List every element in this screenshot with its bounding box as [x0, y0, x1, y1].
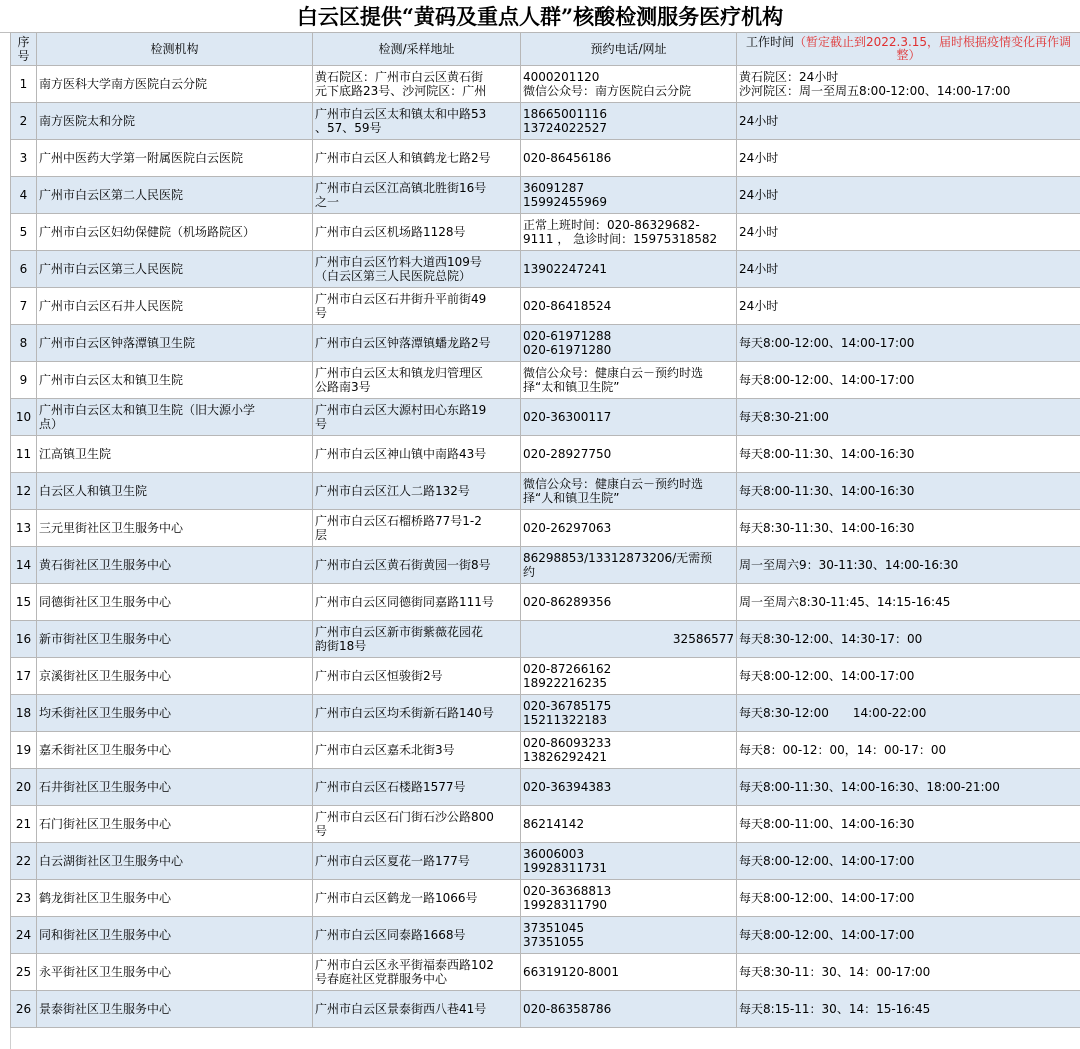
- cell-seq[interactable]: 15: [11, 584, 37, 621]
- table-row: [11, 547, 1080, 584]
- cell-address[interactable]: 广州市白云区嘉禾北街3号: [313, 732, 521, 769]
- cell-phone[interactable]: 13902247241: [521, 251, 737, 288]
- cell-institution[interactable]: 石门街社区卫生服务中心: [37, 806, 313, 843]
- cell-address[interactable]: 广州市白云区太和镇太和中路53 、57、59号: [313, 103, 521, 140]
- header-phone[interactable]: 预约电话/网址: [521, 33, 737, 66]
- sheet-title[interactable]: 白云区提供“黄码及重点人群”核酸检测服务医疗机构: [0, 0, 1080, 33]
- table-row: [11, 510, 1080, 547]
- cell-phone[interactable]: 微信公众号：健康白云－预约时选 择“太和镇卫生院”: [521, 362, 737, 399]
- table-row: [11, 806, 1080, 843]
- cell-hours[interactable]: 每天8:30-12:00、14:30-17：00: [737, 621, 1080, 658]
- cell-phone[interactable]: 020-26297063: [521, 510, 737, 547]
- cell-address[interactable]: 广州市白云区人和镇鹤龙七路2号: [313, 140, 521, 177]
- cell-seq[interactable]: 6: [11, 251, 37, 288]
- cell-hours[interactable]: 24小时: [737, 140, 1080, 177]
- cell-address[interactable]: 广州市白云区大源村田心东路19 号: [313, 399, 521, 436]
- header-seq[interactable]: 序 号: [11, 33, 37, 66]
- cell-address[interactable]: 广州市白云区太和镇龙归管理区 公路南3号: [313, 362, 521, 399]
- cell-hours[interactable]: 每天8:00-11:30、14:00-16:30、18:00-21:00: [737, 769, 1080, 806]
- cell-phone[interactable]: 36006003 19928311731: [521, 843, 737, 880]
- cell-seq[interactable]: 22: [11, 843, 37, 880]
- cell-address[interactable]: 广州市白云区石井街升平前街49 号: [313, 288, 521, 325]
- table-row: [11, 288, 1080, 325]
- cell-address[interactable]: 广州市白云区黄石街黄园一街8号: [313, 547, 521, 584]
- cell-phone[interactable]: 020-61971288 020-61971280: [521, 325, 737, 362]
- cell-address[interactable]: 广州市白云区江高镇北胜街16号 之一: [313, 177, 521, 214]
- cell-phone[interactable]: 36091287 15992455969: [521, 177, 737, 214]
- cell-phone[interactable]: 18665001116 13724022527: [521, 103, 737, 140]
- cell-phone[interactable]: 86214142: [521, 806, 737, 843]
- cell-hours[interactable]: 每天8：00-12：00，14：00-17：00: [737, 732, 1080, 769]
- cell-address[interactable]: 广州市白云区永平街福泰西路102 号春庭社区党群服务中心: [313, 954, 521, 991]
- header-institution[interactable]: 检测机构: [37, 33, 313, 66]
- cell-seq[interactable]: 1: [11, 66, 37, 103]
- cell-institution[interactable]: 景泰街社区卫生服务中心: [37, 991, 313, 1028]
- table-row: [11, 66, 1080, 103]
- cell-seq[interactable]: 21: [11, 806, 37, 843]
- cell-address[interactable]: 广州市白云区石楼路1577号: [313, 769, 521, 806]
- cell-address[interactable]: 广州市白云区竹料大道西109号 （白云区第三人民医院总院）: [313, 251, 521, 288]
- cell-hours[interactable]: 每天8:00-11:00、14:00-16:30: [737, 806, 1080, 843]
- cell-hours[interactable]: 24小时: [737, 251, 1080, 288]
- table-row: [11, 584, 1080, 621]
- cell-phone[interactable]: 微信公众号：健康白云－预约时选 择“人和镇卫生院”: [521, 473, 737, 510]
- cell-phone[interactable]: 020-86418524: [521, 288, 737, 325]
- table-row: [11, 140, 1080, 177]
- cell-seq[interactable]: 20: [11, 769, 37, 806]
- cell-phone[interactable]: 020-86289356: [521, 584, 737, 621]
- cell-seq[interactable]: 26: [11, 991, 37, 1028]
- cell-phone[interactable]: 020-87266162 18922216235: [521, 658, 737, 695]
- table-row: [11, 658, 1080, 695]
- cell-phone[interactable]: 37351045 37351055: [521, 917, 737, 954]
- cell-institution[interactable]: 嘉禾街社区卫生服务中心: [37, 732, 313, 769]
- data-table: [10, 32, 1080, 1028]
- cell-address[interactable]: 广州市白云区同德街同嘉路111号: [313, 584, 521, 621]
- table-row: [11, 177, 1080, 214]
- cell-seq[interactable]: 13: [11, 510, 37, 547]
- cell-address[interactable]: 广州市白云区钟落潭镇蟠龙路2号: [313, 325, 521, 362]
- table-row: [11, 251, 1080, 288]
- cell-seq[interactable]: 16: [11, 621, 37, 658]
- cell-phone[interactable]: 32586577: [521, 621, 737, 658]
- cell-institution[interactable]: 永平街社区卫生服务中心: [37, 954, 313, 991]
- cell-institution[interactable]: 新市街社区卫生服务中心: [37, 621, 313, 658]
- cell-hours[interactable]: 每天8:00-12:00、14:00-17:00: [737, 880, 1080, 917]
- cell-seq[interactable]: 19: [11, 732, 37, 769]
- cell-address[interactable]: 黄石院区：广州市白云区黄石街 元下底路23号、沙河院区：广州: [313, 66, 521, 103]
- header-row: [11, 33, 1080, 66]
- cell-hours[interactable]: 24小时: [737, 177, 1080, 214]
- cell-institution[interactable]: 广州市白云区第三人民医院: [37, 251, 313, 288]
- cell-phone[interactable]: 66319120-8001: [521, 954, 737, 991]
- cell-phone[interactable]: 020-36785175 15211322183: [521, 695, 737, 732]
- table-row: [11, 473, 1080, 510]
- header-address[interactable]: 检测/采样地址: [313, 33, 521, 66]
- cell-phone[interactable]: 020-28927750: [521, 436, 737, 473]
- cell-address[interactable]: 广州市白云区夏花一路177号: [313, 843, 521, 880]
- cell-institution[interactable]: 京溪街社区卫生服务中心: [37, 658, 313, 695]
- table-row: [11, 880, 1080, 917]
- cell-seq[interactable]: 11: [11, 436, 37, 473]
- header-hours-main: 工作时间: [745, 35, 794, 49]
- cell-seq[interactable]: 17: [11, 658, 37, 695]
- table-row: [11, 991, 1080, 1028]
- cell-address[interactable]: 广州市白云区均禾街新石路140号: [313, 695, 521, 732]
- cell-hours[interactable]: 每天8:30-12:00 14:00-22:00: [737, 695, 1080, 732]
- cell-institution[interactable]: 白云区人和镇卫生院: [37, 473, 313, 510]
- table-row: [11, 695, 1080, 732]
- cell-address[interactable]: 广州市白云区新市街紫薇花园花 韵街18号: [313, 621, 521, 658]
- cell-institution[interactable]: 石井街社区卫生服务中心: [37, 769, 313, 806]
- cell-address[interactable]: 广州市白云区机场路1128号: [313, 214, 521, 251]
- cell-hours[interactable]: 周一至周六8:30-11:45、14:15-16:45: [737, 584, 1080, 621]
- cell-phone[interactable]: 020-86456186: [521, 140, 737, 177]
- table-row: [11, 917, 1080, 954]
- table-row: [11, 843, 1080, 880]
- cell-address[interactable]: 广州市白云区神山镇中南路43号: [313, 436, 521, 473]
- cell-institution[interactable]: 同德街社区卫生服务中心: [37, 584, 313, 621]
- cell-phone[interactable]: 020-36394383: [521, 769, 737, 806]
- table-row: [11, 325, 1080, 362]
- cell-address[interactable]: 广州市白云区恒骏街2号: [313, 658, 521, 695]
- cell-hours[interactable]: 每天8:00-12:00、14:00-17:00: [737, 917, 1080, 954]
- cell-address[interactable]: 广州市白云区景泰街西八巷41号: [313, 991, 521, 1028]
- cell-hours[interactable]: 每天8:30-21:00: [737, 399, 1080, 436]
- cell-hours[interactable]: 每天8:30-11:30、14:00-16:30: [737, 510, 1080, 547]
- cell-seq[interactable]: 10: [11, 399, 37, 436]
- cell-phone[interactable]: 020-86358786: [521, 991, 737, 1028]
- table-row: [11, 621, 1080, 658]
- cell-institution[interactable]: 广州市白云区妇幼保健院（机场路院区）: [37, 214, 313, 251]
- cell-address[interactable]: 广州市白云区石门街石沙公路800 号: [313, 806, 521, 843]
- cell-hours[interactable]: 每天8:00-11:30、14:00-16:30: [737, 473, 1080, 510]
- cell-hours[interactable]: 每天8:00-12:00、14:00-17:00: [737, 325, 1080, 362]
- cell-hours[interactable]: 24小时: [737, 214, 1080, 251]
- cell-hours[interactable]: 每天8:00-12:00、14:00-17:00: [737, 362, 1080, 399]
- header-hours-note: （暂定截止到2022.3.15，届时根据疫情变化再作调整）: [793, 35, 1072, 62]
- table-row: [11, 214, 1080, 251]
- cell-hours[interactable]: 每天8:15-11：30、14：15-16:45: [737, 991, 1080, 1028]
- cell-institution[interactable]: 广州市白云区第二人民医院: [37, 177, 313, 214]
- cell-institution[interactable]: 广州中医药大学第一附属医院白云医院: [37, 140, 313, 177]
- cell-seq[interactable]: 18: [11, 695, 37, 732]
- cell-institution[interactable]: 白云湖街社区卫生服务中心: [37, 843, 313, 880]
- cell-seq[interactable]: 7: [11, 288, 37, 325]
- cell-seq[interactable]: 8: [11, 325, 37, 362]
- cell-institution[interactable]: 广州市白云区石井人民医院: [37, 288, 313, 325]
- cell-hours[interactable]: 每天8:30-11：30、14：00-17:00: [737, 954, 1080, 991]
- cell-institution[interactable]: 均禾街社区卫生服务中心: [37, 695, 313, 732]
- cell-phone[interactable]: 4000201120 微信公众号：南方医院白云分院: [521, 66, 737, 103]
- cell-institution[interactable]: 广州市白云区太和镇卫生院（旧大源小学 点）: [37, 399, 313, 436]
- cell-hours[interactable]: 每天8:00-11:30、14:00-16:30: [737, 436, 1080, 473]
- cell-hours[interactable]: 每天8:00-12:00、14:00-17:00: [737, 658, 1080, 695]
- cell-institution[interactable]: 江高镇卫生院: [37, 436, 313, 473]
- cell-phone[interactable]: 86298853/13312873206/无需预 约: [521, 547, 737, 584]
- table-row: [11, 769, 1080, 806]
- table-row: [11, 399, 1080, 436]
- cell-seq[interactable]: 24: [11, 917, 37, 954]
- cell-seq[interactable]: 5: [11, 214, 37, 251]
- cell-institution[interactable]: 黄石街社区卫生服务中心: [37, 547, 313, 584]
- cell-address[interactable]: 广州市白云区石榴桥路77号1-2 层: [313, 510, 521, 547]
- cell-institution[interactable]: 同和街社区卫生服务中心: [37, 917, 313, 954]
- header-hours[interactable]: [737, 33, 1080, 66]
- cell-phone[interactable]: 020-36368813 19928311790: [521, 880, 737, 917]
- cell-seq[interactable]: 12: [11, 473, 37, 510]
- cell-phone[interactable]: 020-86093233 13826292421: [521, 732, 737, 769]
- cell-institution[interactable]: 广州市白云区太和镇卫生院: [37, 362, 313, 399]
- cell-address[interactable]: 广州市白云区江人二路132号: [313, 473, 521, 510]
- cell-phone[interactable]: 020-36300117: [521, 399, 737, 436]
- table-row: [11, 362, 1080, 399]
- cell-seq[interactable]: 2: [11, 103, 37, 140]
- table-row: [11, 103, 1080, 140]
- cell-hours[interactable]: 24小时: [737, 288, 1080, 325]
- table-row: [11, 732, 1080, 769]
- cell-seq[interactable]: 14: [11, 547, 37, 584]
- cell-address[interactable]: 广州市白云区同泰路1668号: [313, 917, 521, 954]
- cell-phone[interactable]: 正常上班时间：020-86329682- 9111 ， 急诊时间：15975318582: [521, 214, 737, 251]
- cell-institution[interactable]: 三元里街社区卫生服务中心: [37, 510, 313, 547]
- cell-hours[interactable]: 每天8:00-12:00、14:00-17:00: [737, 843, 1080, 880]
- cell-seq[interactable]: 25: [11, 954, 37, 991]
- cell-hours[interactable]: 周一至周六9：30-11:30、14:00-16:30: [737, 547, 1080, 584]
- cell-institution[interactable]: 南方医科大学南方医院白云分院: [37, 66, 313, 103]
- cell-institution[interactable]: 南方医院太和分院: [37, 103, 313, 140]
- table-row: [11, 436, 1080, 473]
- cell-institution[interactable]: 广州市白云区钟落潭镇卫生院: [37, 325, 313, 362]
- cell-address[interactable]: 广州市白云区鹤龙一路1066号: [313, 880, 521, 917]
- cell-hours[interactable]: 24小时: [737, 103, 1080, 140]
- cell-seq[interactable]: 4: [11, 177, 37, 214]
- cell-institution[interactable]: 鹤龙街社区卫生服务中心: [37, 880, 313, 917]
- cell-hours[interactable]: 黄石院区：24小时 沙河院区：周一至周五8:00-12:00、14:00-17:00: [737, 66, 1080, 103]
- table-row: [11, 954, 1080, 991]
- cell-seq[interactable]: 3: [11, 140, 37, 177]
- cell-seq[interactable]: 23: [11, 880, 37, 917]
- cell-seq[interactable]: 9: [11, 362, 37, 399]
